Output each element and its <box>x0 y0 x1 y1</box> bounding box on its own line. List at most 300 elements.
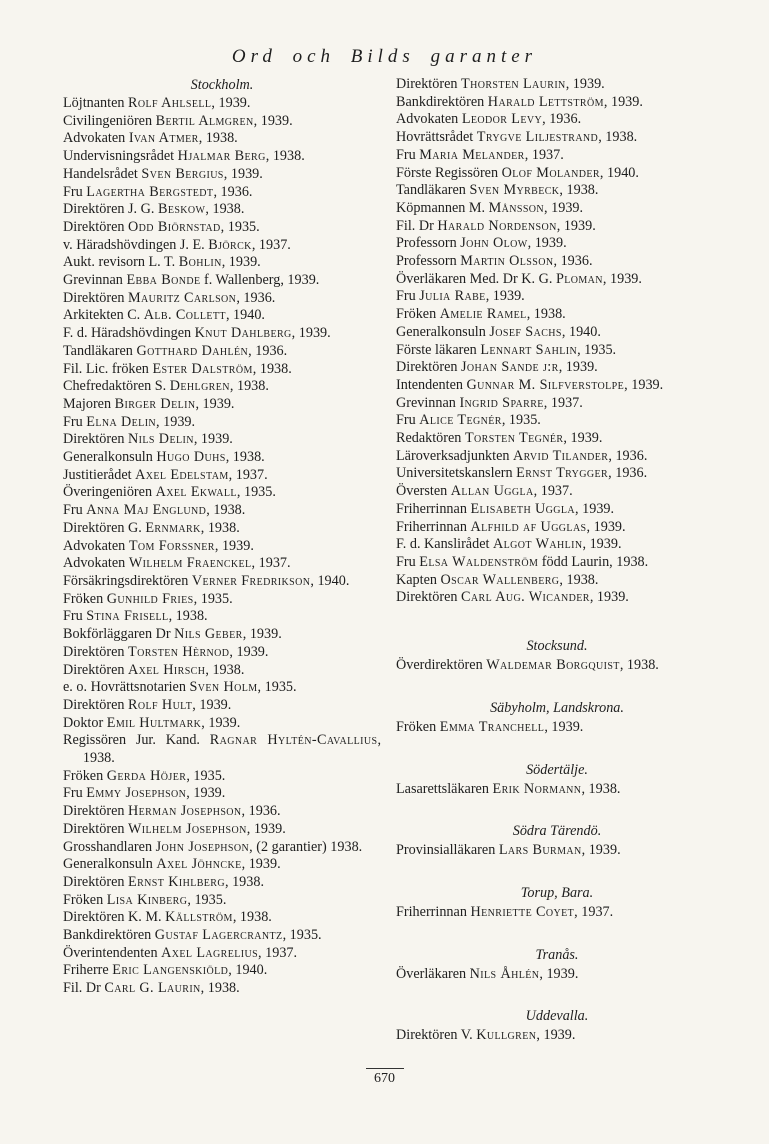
section-gap <box>396 675 718 697</box>
list-item <box>63 201 381 219</box>
entry-title: Fröken <box>63 767 104 784</box>
entry-year: , 1939. <box>582 536 622 553</box>
list-item <box>396 657 718 675</box>
list-item <box>63 431 381 449</box>
entry-year: , 1937. <box>533 483 573 500</box>
list-item <box>63 272 381 290</box>
list-item <box>63 449 381 467</box>
entry-title: v. Häradshövdingen J. E. <box>63 236 205 253</box>
entry-name: Eric Langenskiöld <box>112 962 229 979</box>
list-item <box>63 184 381 202</box>
entry-year: , 1939. <box>536 1027 576 1044</box>
entry-title: Aukt. revisorn L. T. <box>63 254 176 271</box>
entry-name: Waldemar Borgquist <box>486 657 620 674</box>
list-item <box>63 732 381 767</box>
list-item <box>396 111 718 129</box>
entry-year: , 1937. <box>524 146 564 163</box>
entry-title: Överläkaren Med. Dr K. G. <box>396 270 553 287</box>
list-item <box>63 962 381 980</box>
list-item <box>396 306 718 324</box>
entry-title: Chefredaktören S. <box>63 378 167 395</box>
entry-year: , 1935. <box>236 484 276 501</box>
town-sections <box>396 607 718 1045</box>
entry-name: Nils Åhlén <box>469 965 540 982</box>
list-item <box>63 768 381 786</box>
entry-year: , 1938. <box>205 661 245 678</box>
list-item <box>396 572 718 590</box>
entry-title: Löjtnanten <box>63 95 125 111</box>
place-heading: Södertälje. <box>526 761 588 778</box>
entry-name: Thorsten Laurin <box>461 76 566 92</box>
place-heading: Säbyholm, Landskrona. <box>490 699 624 716</box>
entry-year: , 1938. <box>225 449 265 466</box>
list-item <box>396 94 718 112</box>
entry-name: Erik Normann <box>492 780 582 797</box>
entry-title: Civilingeniören <box>63 112 153 129</box>
list-item <box>396 554 718 572</box>
entry-year: , 1939. <box>575 500 615 517</box>
entry-name: Lars Burman <box>498 842 582 859</box>
entry-name: Hjalmar Berg <box>177 148 266 165</box>
entry-title: Advokaten <box>63 537 126 554</box>
entry-name: Elna Delin <box>86 413 157 430</box>
entry-name: Ploman <box>555 270 603 287</box>
list-item <box>63 484 381 502</box>
entry-year: , 1938. <box>224 873 264 890</box>
entry-year: , 1938. <box>526 306 566 323</box>
entry-name: Lisa Kinberg <box>106 891 188 908</box>
entry-title: Tandläkaren <box>396 182 466 199</box>
place-heading: Uddevalla. <box>525 1008 589 1025</box>
entry-year: , 1938. <box>619 657 659 674</box>
entry-year: , 1939. <box>211 95 251 111</box>
entry-year: , 1935. <box>257 679 297 696</box>
entry-title: Direktören <box>63 873 125 890</box>
list-item <box>396 253 718 271</box>
entry-year: , 1940. <box>561 323 601 340</box>
list-item <box>396 271 718 289</box>
entry-title: Fil. Dr <box>396 217 434 234</box>
entry-title: Arkitekten C. <box>63 307 141 324</box>
list-item <box>63 396 381 414</box>
entry-name: Axel Edelstam <box>135 466 229 483</box>
entry-year: , 1938. <box>200 519 240 536</box>
entry-name: Ragnar Hyltén-Cavallius <box>209 732 378 749</box>
footer-rule <box>366 1068 404 1069</box>
list-item <box>63 626 381 644</box>
entry-title: Fröken <box>396 718 437 735</box>
entry-title: Friherrinnan <box>396 518 467 535</box>
list-item <box>63 909 381 927</box>
entry-year: , 1936. <box>608 465 648 482</box>
entry-name: Oscar Wallenberg <box>440 571 560 588</box>
entry-year: , 1939. <box>221 254 261 271</box>
entry-title: Läroverksadjunkten <box>396 447 510 464</box>
entry-title: Fru <box>396 288 416 305</box>
entry-title: Fröken <box>63 590 104 607</box>
list-item <box>63 538 381 556</box>
list-item <box>396 781 718 799</box>
entry-name: Ebba Bonde <box>126 272 201 289</box>
entry-title: Bankdirektören <box>396 93 485 110</box>
entry-name: Carl Aug. Wicander <box>461 589 590 606</box>
entry-name: Bertil Almgren <box>155 112 254 129</box>
section-gap <box>396 922 718 944</box>
list-item <box>63 290 381 308</box>
entry-year: , 1938. <box>265 148 305 165</box>
entry-title: Redaktören <box>396 430 462 447</box>
entry-name: Olof Molander <box>501 164 600 181</box>
entry-year: , 1935. <box>220 218 260 235</box>
entry-title: Direktören <box>63 820 125 837</box>
entry-title: Fröken <box>63 891 104 908</box>
place-heading: Torup, Bara. <box>520 884 594 901</box>
entry-title: Fröken <box>396 306 437 323</box>
entry-name: Nils Delin <box>128 431 194 448</box>
section-gap <box>396 798 718 820</box>
entry-title: Direktören <box>396 359 458 376</box>
section-gap <box>396 737 718 759</box>
entry-name: Anna Maj Englund <box>86 502 207 519</box>
list-item <box>63 520 381 538</box>
entry-title: Fru <box>396 412 416 429</box>
entry-year: , 1937. <box>251 236 291 253</box>
entry-title: Förste läkaren <box>396 341 477 358</box>
entry-year: , 1936. <box>553 253 593 270</box>
entry-name: Gustaf Lagercrantz <box>154 927 283 944</box>
list-item <box>63 502 381 520</box>
entry-title: Provinsialläkaren <box>396 842 496 859</box>
entry-name: John Olow <box>460 235 528 252</box>
entry-year: , 1939. <box>241 856 281 873</box>
list-item <box>63 803 381 821</box>
entry-year: , 1939. <box>246 820 286 837</box>
entry-name: Rolf Hult <box>128 696 193 713</box>
entry-name: Martin Olsson <box>460 253 554 270</box>
list-item <box>396 501 718 519</box>
entry-title: Doktor <box>63 714 104 731</box>
entry-year: , 1939. <box>229 643 269 660</box>
list-item <box>63 414 381 432</box>
entry-title: Förste Regissören <box>396 164 499 181</box>
left-entry-list <box>63 95 381 998</box>
list-item <box>396 165 718 183</box>
list-item <box>63 148 381 166</box>
entry-name: Ernst Trygger <box>516 465 609 482</box>
entry-name: Gotthard Dahlén <box>136 342 249 359</box>
entry-name: Wilhelm Josephson <box>128 820 247 837</box>
entry-year: , 1938. <box>559 182 599 199</box>
list-item <box>63 927 381 945</box>
list-item <box>63 166 381 184</box>
entry-year: , 1938. <box>581 780 621 797</box>
entry-name: Odd Biörnstad <box>128 218 221 235</box>
entry-name: John Josephson <box>155 838 250 855</box>
entry-title: Direktören <box>63 661 125 678</box>
entry-name: Bohlin <box>178 254 222 271</box>
entry-title: Kapten <box>396 571 437 588</box>
page-number: 670 <box>374 1071 395 1086</box>
entry-year: , 1938. <box>559 571 599 588</box>
entry-name: Gerda Höjer <box>106 767 187 784</box>
entry-title: Fru <box>63 413 83 430</box>
list-item <box>63 343 381 361</box>
entry-year: , 1937. <box>228 466 268 483</box>
entry-year: , 1939. <box>581 842 621 859</box>
entry-title: Direktören <box>63 431 125 448</box>
entry-title: Professorn <box>396 253 457 270</box>
entry-name: Leodor Levy <box>461 111 543 128</box>
entry-title: Intendenten <box>396 376 463 393</box>
entry-name: Ernst Kihlberg <box>128 873 225 890</box>
entry-year: , 1938. <box>229 378 269 395</box>
entry-name: Emma Tranchell <box>439 718 545 735</box>
entry-title: Tandläkaren <box>63 342 133 359</box>
entry-year: , 1939. <box>586 518 626 535</box>
list-item <box>396 448 718 466</box>
entry-name: Tom Forssner <box>128 537 215 554</box>
entry-name: Wilhelm Fraenckel <box>128 555 252 572</box>
entry-name: Emmy Josephson <box>86 785 187 802</box>
list-item <box>396 218 718 236</box>
entry-name: Ingrid Sparre <box>459 394 544 411</box>
entry-year: f. Wallenberg, 1939. <box>200 272 320 289</box>
entry-year: , 1940. <box>310 572 350 589</box>
entry-title: F. d. Kanslirådet <box>396 536 490 553</box>
entry-name: Arvid Tilander <box>513 447 609 464</box>
entry-title: Fru <box>63 183 83 200</box>
list-item <box>396 182 718 200</box>
list-item <box>63 644 381 662</box>
list-item <box>396 76 718 94</box>
entry-title: Generalkonsuln <box>396 323 486 340</box>
list-item <box>396 519 718 537</box>
entry-name: Herman Josephson <box>128 803 242 820</box>
entry-name: Lagertha Bergstedt <box>86 183 214 200</box>
list-item <box>63 573 381 591</box>
entry-name: Alfhild af Ugglas <box>470 518 587 535</box>
list-item <box>396 129 718 147</box>
entry-title: Advokaten <box>63 555 126 572</box>
list-item <box>63 113 381 131</box>
list-item <box>396 966 718 984</box>
entry-name: Gunnar M. Silfverstolpe <box>466 376 625 393</box>
entry-title: Generalkonsuln <box>63 449 153 466</box>
entry-name: Mauritz Carlson <box>128 289 237 306</box>
entry-year: , 1940. <box>228 962 268 979</box>
entry-title: Regissören Jur. Kand. <box>63 732 200 749</box>
list-item <box>63 591 381 609</box>
list-item <box>63 219 381 237</box>
list-item <box>63 254 381 272</box>
entry-title: Direktören <box>396 76 458 92</box>
entry-title: Grevinnan <box>396 394 456 411</box>
entry-year: , 1938. <box>205 201 245 218</box>
entry-year: , 1936. <box>236 289 276 306</box>
entry-year: , 1939. <box>556 217 596 234</box>
entry-name: Trygve Liljestrand <box>476 129 599 146</box>
entry-name: Källström <box>165 909 233 926</box>
list-item <box>63 237 381 255</box>
entry-year: , 1935. <box>193 590 233 607</box>
entry-name: Torsten Hèrnod <box>128 643 230 660</box>
entry-title: Direktören <box>396 589 458 606</box>
list-item <box>63 821 381 839</box>
entry-title: Köpmannen M. <box>396 199 486 216</box>
list-item <box>63 839 381 857</box>
entry-year: , (2 garantier) 1938. <box>249 838 363 855</box>
list-item <box>63 715 381 733</box>
entry-year: , 1939. <box>565 76 605 92</box>
entry-name: Harald Nordenson <box>437 217 557 234</box>
entry-year: , 1938. <box>598 129 638 146</box>
entry-title: Fru <box>63 502 83 519</box>
list-item <box>396 288 718 306</box>
place-heading: Stockholm. <box>190 77 254 93</box>
entry-year: , 1939. <box>195 395 235 412</box>
entry-title: Hovrättsrådet <box>396 129 474 146</box>
entry-year: , 1935. <box>282 927 322 944</box>
entry-year: , 1938. <box>168 608 208 625</box>
entry-year: , 1940. <box>599 164 639 181</box>
entry-name: Axel Lagrelius <box>161 944 259 961</box>
entry-name: Birger Delin <box>114 395 196 412</box>
section-gap <box>396 983 718 1005</box>
entry-year: , 1939. <box>624 376 664 393</box>
entry-year: , 1937. <box>251 555 291 572</box>
entry-year: , 1939. <box>192 696 232 713</box>
entry-title: Friherrinnan <box>396 903 467 920</box>
list-item <box>396 465 718 483</box>
entry-name: Henriette Coyet <box>470 903 575 920</box>
list-item <box>396 324 718 342</box>
list-item <box>63 785 381 803</box>
entry-name: Algot Wahlin <box>492 536 583 553</box>
entry-name: Beskow <box>157 201 206 218</box>
entry-title: Handelsrådet <box>63 165 138 182</box>
entry-title: Justitierådet <box>63 466 132 483</box>
entry-name: Johan Sande j:r <box>461 359 559 376</box>
place-heading: Stocksund. <box>526 638 588 655</box>
list-item <box>63 467 381 485</box>
entry-name: Dehlgren <box>169 378 230 395</box>
entry-name: Björck <box>208 236 252 253</box>
entry-year: , 1938. <box>232 909 272 926</box>
list-item <box>396 483 718 501</box>
entry-name: Elsa Waldenström <box>419 553 539 570</box>
entry-name: Gunhild Fries <box>106 590 194 607</box>
entry-name: Alb. Collett <box>143 307 226 324</box>
entry-title: Överdirektören <box>396 657 483 674</box>
entry-title: Överläkaren <box>396 965 467 982</box>
entry-title: Advokaten <box>396 111 459 128</box>
entry-year: , 1939. <box>527 235 567 252</box>
entry-title: Fru <box>396 146 416 163</box>
place-heading: Södra Tärendö. <box>512 823 602 840</box>
entry-year: , 1936. <box>213 183 253 200</box>
entry-title: Lasarettsläkaren <box>396 780 489 797</box>
entry-title: F. d. Häradshövdingen <box>63 325 192 342</box>
list-item <box>396 395 718 413</box>
entry-name: Axel Hirsch <box>128 661 206 678</box>
entry-name: Ivan Atmer <box>128 130 199 147</box>
entry-name: Axel Jöhncke <box>156 856 242 873</box>
entry-title: Överintendenten <box>63 944 158 961</box>
entry-title: e. o. Hovrättsnotarien <box>63 679 186 696</box>
entry-title: Fru <box>63 608 83 625</box>
entry-name: Ernmark <box>145 519 201 536</box>
list-item <box>396 842 718 860</box>
entry-title: Friherrinnan <box>396 500 467 517</box>
entry-title: Majoren <box>63 395 112 412</box>
entry-title: Universitetskanslern <box>396 465 513 482</box>
list-item <box>63 697 381 715</box>
right-entry-list <box>396 76 718 607</box>
entry-year: , 1936. <box>608 447 648 464</box>
entry-name: Rolf Ahlsell <box>128 95 212 111</box>
entry-name: Lennart Sahlin <box>480 341 578 358</box>
page-header: Ord och Bilds garanter <box>231 46 538 67</box>
entry-title: Fil. Lic. fröken <box>63 360 149 377</box>
entry-year: , 1939. <box>602 270 642 287</box>
entry-year: , 1939. <box>563 430 603 447</box>
entry-title: Fru <box>63 785 83 802</box>
entry-year: , 1935. <box>577 341 617 358</box>
list-item <box>396 377 718 395</box>
entry-title: Generalkonsuln <box>63 856 153 873</box>
entry-year: , 1940. <box>225 307 265 324</box>
list-item <box>396 235 718 253</box>
right-column <box>396 76 718 1045</box>
entry-title: Fru <box>396 553 416 570</box>
entry-year: , 1936. <box>542 111 582 128</box>
entry-title: Bankdirektören <box>63 927 152 944</box>
entry-year: , 1939. <box>223 165 263 182</box>
entry-name: Sven Myrbeck <box>469 182 560 199</box>
entry-name: Alice Tegnér <box>419 412 502 429</box>
entry-name: Josef Sachs <box>489 323 562 340</box>
list-item <box>63 361 381 379</box>
entry-name: Carl G. Laurin <box>104 980 201 997</box>
entry-year: , 1937. <box>574 903 614 920</box>
entry-title: Överingeniören <box>63 484 153 501</box>
list-item <box>63 980 381 998</box>
entry-year: , 1939. <box>156 413 196 430</box>
entry-name: Harald Lettström <box>487 93 604 110</box>
entry-year: född Laurin, 1938. <box>538 553 649 570</box>
entry-name: Nils Geber <box>174 626 243 643</box>
entry-year: , 1939. <box>558 359 598 376</box>
entry-year: , 1939. <box>485 288 525 305</box>
page-footer <box>0 1068 769 1087</box>
entry-title: Fil. Dr <box>63 980 101 997</box>
list-item <box>63 945 381 963</box>
entry-year: , 1939. <box>291 325 331 342</box>
entry-name: Allan Uggla <box>450 483 534 500</box>
entry-year: , 1939. <box>544 718 584 735</box>
entry-year: , 1939. <box>603 93 643 110</box>
entry-title: Direktören <box>63 696 125 713</box>
entry-year: , 1938. <box>198 130 238 147</box>
section-gap <box>396 607 718 635</box>
entry-name: Knut Dahlberg <box>194 325 292 342</box>
entry-year: , 1936. <box>248 342 288 359</box>
entry-title: Direktören J. G. <box>63 201 155 218</box>
entry-year: , 1935. <box>186 767 226 784</box>
list-item <box>396 430 718 448</box>
list-item <box>63 856 381 874</box>
list-item <box>396 200 718 218</box>
